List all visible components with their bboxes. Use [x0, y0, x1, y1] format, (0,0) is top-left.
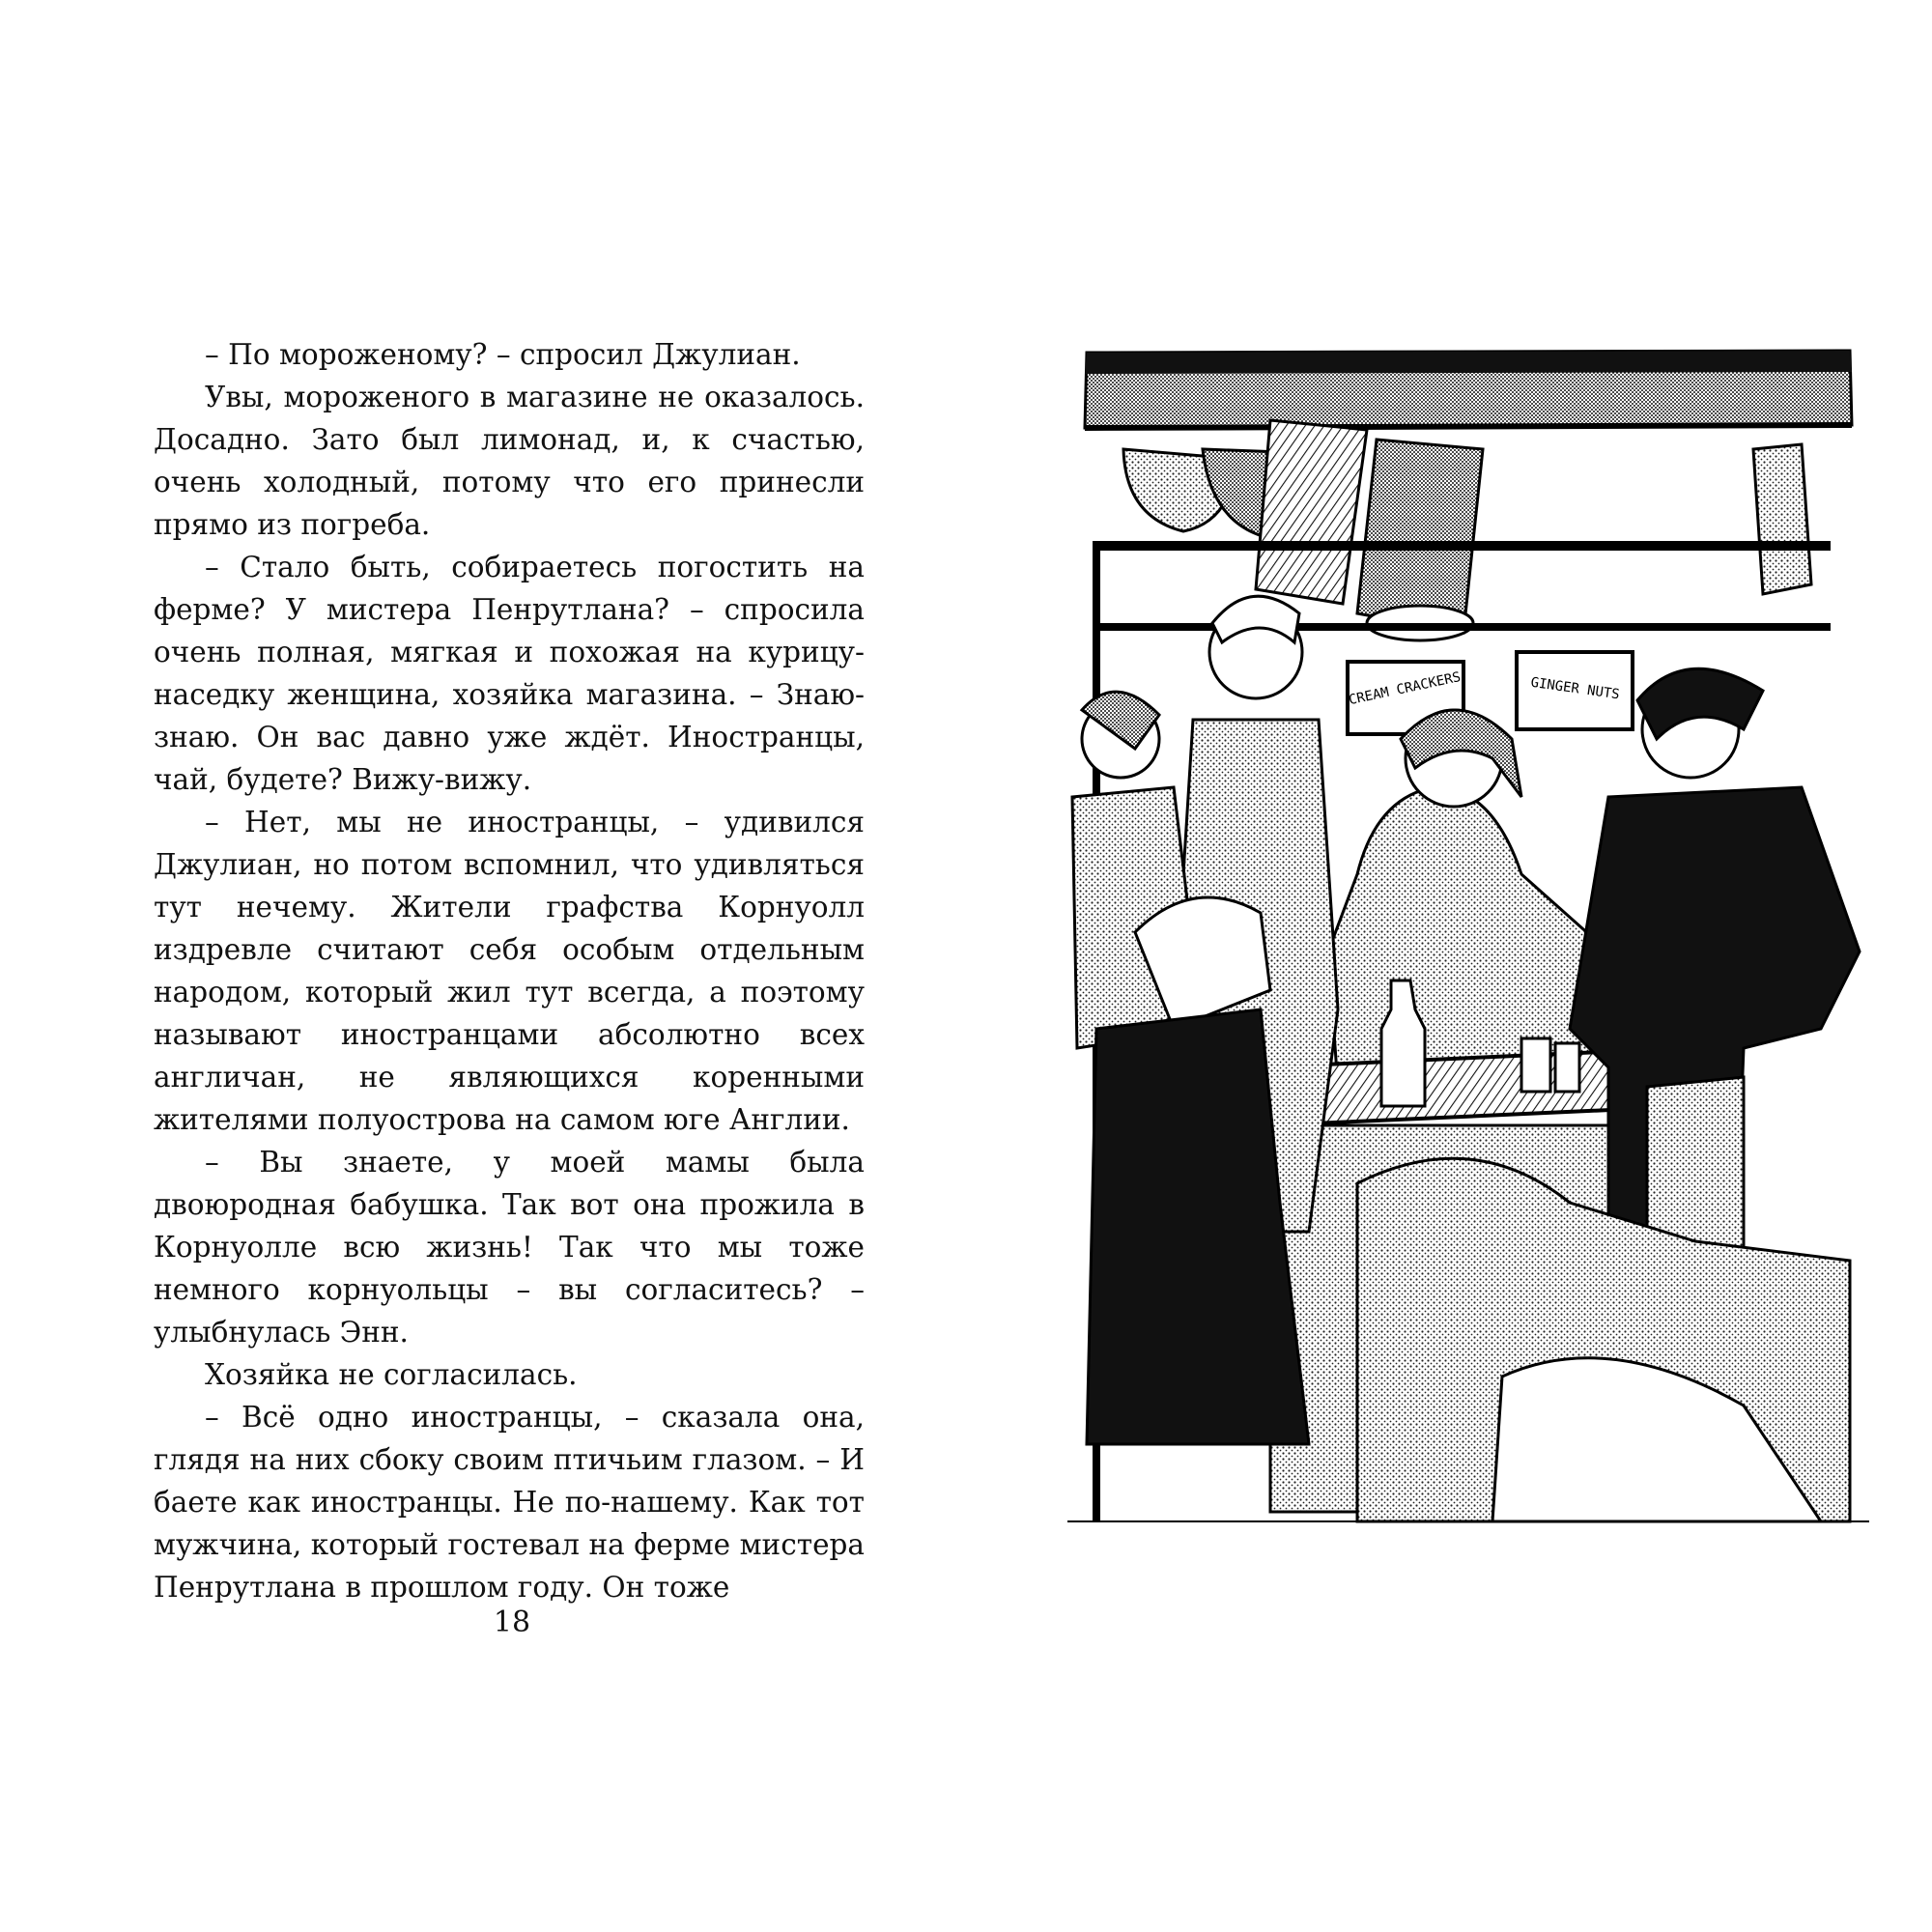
sign-right-text: GINGER NUTS	[1529, 674, 1621, 703]
shop-illustration	[1067, 333, 1869, 1550]
page-number: 18	[493, 1605, 531, 1639]
paragraph: – Всё одно иностранцы, – сказала она, глядя на них сбоку своим птичьим глазом. – И баете как иностранцы. Не по-нашему. Как тот мужчина, который гостевал на ферме мистера Пенрутлана в прошлом году. Он тоже	[154, 1401, 865, 1604]
sign-left-text: CREAM CRACKERS	[1347, 668, 1463, 709]
boy-right	[1570, 668, 1860, 1299]
paragraph: – По мороженому? – спросил Джулиан.	[205, 338, 801, 371]
body-text	[154, 333, 865, 1608]
paragraph: – Вы знаете, у моей мамы была двоюродная бабушка. Так вот она прожила в Корнуолле всю жизнь! Так что мы тоже немного корнуольцы – вы согласитесь? – улыбнулась Энн.	[154, 1146, 865, 1349]
paragraph: – Нет, мы не иностранцы, – удивился Джулиан, но потом вспомнил, что удивляться тут нечему. Жители графства Корнуолл издревле считают себя особым отдельным народом, который жил тут всегда, а поэтому называют иностранцами абсолютно всех англичан, не являющихся коренными жителями полуострова на самом юге Англии.	[154, 806, 865, 1136]
paragraph: – Стало быть, собираетесь погостить на ферме? У мистера Пенрутлана? – спросила очень полная, мягкая и похожая на курицу-наседку женщина, хозяйка магазина. – Знаю-знаю. Он вас давно уже ждёт. Иностранцы, чай, будете? Вижу-вижу.	[154, 551, 865, 796]
paragraph: Хозяйка не согласилась.	[205, 1358, 578, 1391]
paragraph: Увы, мороженого в магазине не оказалось. Досадно. Зато был лимонад, и, к счастью, очень холодный, потому что его принесли прямо из погреба.	[154, 381, 865, 541]
dog	[1357, 1158, 1850, 1521]
